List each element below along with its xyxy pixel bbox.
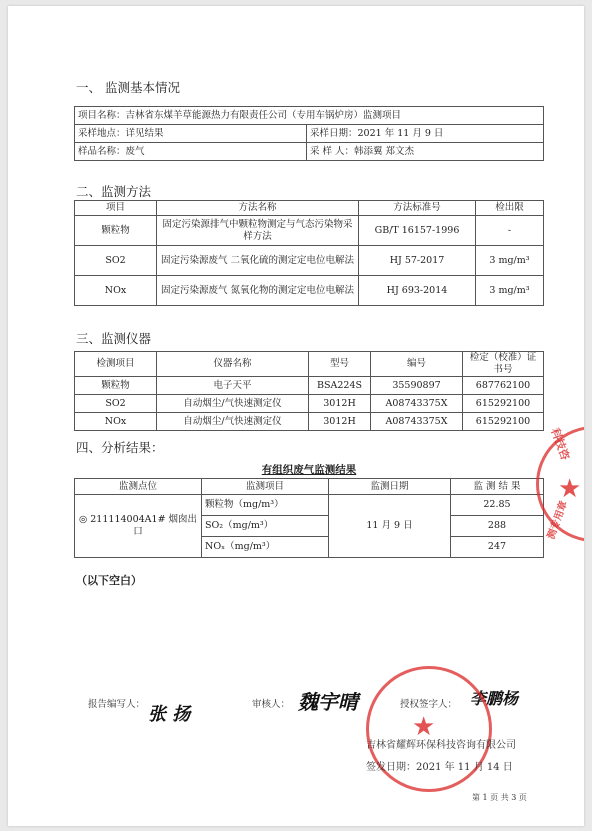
instrument-table — [74, 351, 544, 431]
sign-date: 签发日期：2021 年 11 月 14 日 — [366, 762, 513, 773]
method-header-limit: 检出限 — [476, 201, 544, 216]
company-seal-star-icon: ★ — [412, 712, 436, 742]
sampling-date: 采样日期：2021 年 11 月 9 日 — [307, 125, 544, 143]
seal-text-top: 科技咨 — [548, 426, 572, 462]
inst-cell: 3012H — [309, 413, 371, 431]
result-header: 监测点位 — [75, 479, 202, 495]
reviewer-signature: 魏宇晴 — [298, 690, 358, 714]
method-row-limit: 3 mg/m³ — [476, 276, 544, 306]
approver-signature: 李鹏杨 — [470, 689, 519, 708]
project-name: 项目名称：吉林省东煤羊草能源热力有限责任公司（专用车锅炉房）监测项目 — [75, 107, 544, 125]
method-row-item: NOx — [75, 276, 157, 306]
method-table — [74, 200, 544, 306]
approver-label: 授权签字人： — [400, 699, 458, 710]
method-row-std: HJ 57-2017 — [359, 246, 476, 276]
report-page — [8, 6, 584, 826]
result-header: 监测项目 — [202, 479, 329, 495]
inst-cell: SO2 — [75, 395, 157, 413]
basic-info-table — [74, 106, 544, 161]
method-row-name: 固定污染源废气 二氧化硫的测定定电位电解法 — [157, 246, 359, 276]
inst-header: 检测项目 — [75, 352, 157, 377]
sampling-site: 采样地点：详见结果 — [75, 125, 307, 143]
seal-star-icon: ★ — [558, 474, 582, 504]
reviewer-label: 审核人： — [252, 699, 291, 710]
inst-cell: 35590897 — [371, 377, 463, 395]
inst-header: 型号 — [309, 352, 371, 377]
inst-cell: 615292100 — [463, 413, 544, 431]
organization-name: 吉林省耀辉环保科技咨询有限公司 — [366, 740, 516, 751]
method-row-name: 固定污染源排气中颗粒物测定与气态污染物采样方法 — [157, 216, 359, 246]
result-table — [74, 478, 544, 558]
method-row-std: HJ 693-2014 — [359, 276, 476, 306]
inst-cell: 自动烟尘/气快速测定仪 — [157, 395, 309, 413]
method-row-std: GB/T 16157-1996 — [359, 216, 476, 246]
inst-cell: A08743375X — [371, 395, 463, 413]
method-header-item: 项目 — [75, 201, 157, 216]
sampler: 采 样 人：韩添翼 郑文杰 — [307, 143, 544, 161]
result-table-title: 有组织废气监测结果 — [261, 464, 357, 476]
inst-cell: NOx — [75, 413, 157, 431]
section-method-title: 二、监测方法 — [76, 184, 152, 199]
inst-header: 编号 — [371, 352, 463, 377]
inst-header: 检定（校准）证书号 — [463, 352, 544, 377]
inst-cell: A08743375X — [371, 413, 463, 431]
inst-cell: 615292100 — [463, 395, 544, 413]
method-row-limit: - — [476, 216, 544, 246]
section-basic-title: 一、 监测基本情况 — [76, 80, 180, 95]
section-result-title: 四、分析结果： — [76, 440, 164, 455]
writer-signature: 张 扬 — [148, 704, 191, 725]
method-row-item: SO2 — [75, 246, 157, 276]
result-value: 22.85 — [451, 495, 544, 516]
method-header-name: 方法名称 — [157, 201, 359, 216]
section-instrument-title: 三、监测仪器 — [76, 331, 152, 346]
sample-name: 样品名称：废气 — [75, 143, 307, 161]
inst-cell: 电子天平 — [157, 377, 309, 395]
method-row-item: 颗粒物 — [75, 216, 157, 246]
result-item: SO₂（mg/m³） — [202, 516, 329, 537]
inst-header: 仪器名称 — [157, 352, 309, 377]
result-value: 247 — [451, 537, 544, 558]
monitoring-date: 11 月 9 日 — [329, 495, 451, 558]
seal-text-bottom: 测专用章 — [545, 499, 570, 541]
result-header: 监测日期 — [329, 479, 451, 495]
writer-label: 报告编写人： — [88, 699, 146, 710]
result-item: NOₓ（mg/m³） — [202, 537, 329, 558]
blank-note: （以下空白） — [76, 574, 142, 587]
result-value: 288 — [451, 516, 544, 537]
inst-cell: 687762100 — [463, 377, 544, 395]
result-header: 监 测 结 果 — [451, 479, 544, 495]
inst-cell: 3012H — [309, 395, 371, 413]
inst-cell: BSA224S — [309, 377, 371, 395]
method-row-limit: 3 mg/m³ — [476, 246, 544, 276]
result-item: 颗粒物（mg/m³） — [202, 495, 329, 516]
page-number: 第 1 页 共 3 页 — [472, 793, 527, 802]
monitoring-point: ◎ 211114004A1# 烟囱出口 — [75, 495, 202, 558]
inst-cell: 自动烟尘/气快速测定仪 — [157, 413, 309, 431]
inst-cell: 颗粒物 — [75, 377, 157, 395]
method-row-name: 固定污染源废气 氮氧化物的测定定电位电解法 — [157, 276, 359, 306]
method-header-std: 方法标准号 — [359, 201, 476, 216]
